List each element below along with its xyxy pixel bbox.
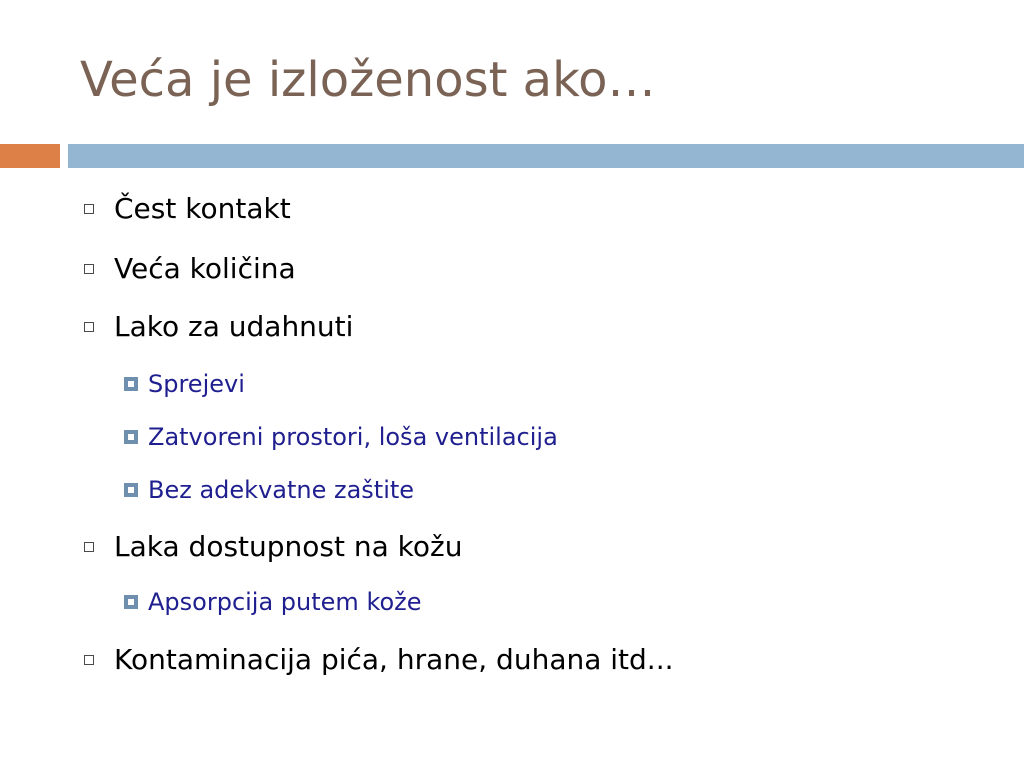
bullet-text: Laka dostupnost na kožu — [114, 530, 463, 563]
sub-bullet-item — [124, 370, 245, 398]
filled-square-bullet-icon — [124, 430, 138, 444]
hollow-square-bullet-icon — [84, 204, 94, 214]
bullet-item — [84, 530, 462, 563]
sub-bullet-text: Zatvoreni prostori, loša ventilacija — [148, 423, 558, 451]
sub-bullet-text: Sprejevi — [148, 370, 245, 398]
bullet-item — [84, 192, 291, 225]
hollow-square-bullet-icon — [84, 322, 94, 332]
bullet-item — [84, 310, 353, 343]
bullet-item — [84, 643, 674, 676]
filled-square-bullet-icon — [124, 377, 138, 391]
bullet-text: Čest kontakt — [114, 192, 291, 225]
bullet-item — [84, 252, 296, 285]
hollow-square-bullet-icon — [84, 264, 94, 274]
filled-square-bullet-icon — [124, 483, 138, 497]
hollow-square-bullet-icon — [84, 655, 94, 665]
bullet-text: Lako za udahnuti — [114, 310, 354, 343]
sub-bullet-item — [124, 476, 414, 504]
sub-bullet-text: Apsorpcija putem kože — [148, 588, 422, 616]
filled-square-bullet-icon — [124, 595, 138, 609]
sub-bullet-item — [124, 588, 422, 616]
slide-title: Veća je izloženost ako… — [80, 52, 656, 108]
sub-bullet-text: Bez adekvatne zaštite — [148, 476, 415, 504]
hollow-square-bullet-icon — [84, 542, 94, 552]
bullet-text: Kontaminacija pića, hrane, duhana itd... — [114, 643, 674, 676]
bullet-text: Veća količina — [114, 252, 296, 285]
sub-bullet-item — [124, 423, 558, 451]
